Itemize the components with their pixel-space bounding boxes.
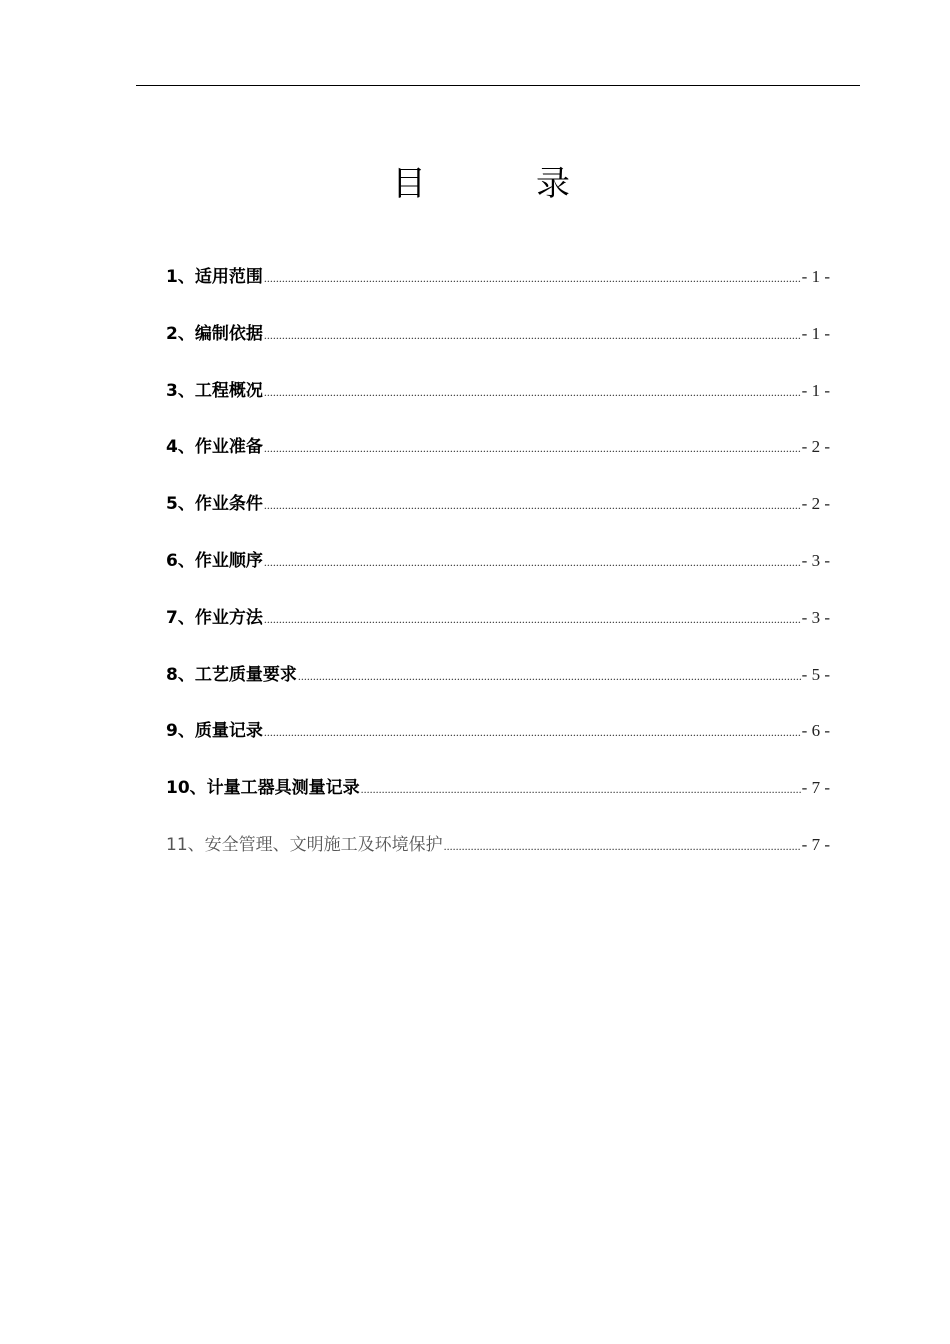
toc-entry-page: - 3 - [801, 550, 830, 570]
toc-entry[interactable] [166, 660, 830, 717]
toc-dot-leader [264, 717, 801, 747]
toc-entry-label: 6、作业顺序 [166, 550, 263, 571]
toc-entry-page: - 2 - [801, 437, 830, 457]
toc-dot-leader [444, 831, 801, 861]
toc-entry-label: 1、适用范围 [166, 267, 263, 287]
toc-entry[interactable] [166, 319, 830, 376]
toc-entry[interactable] [166, 546, 830, 603]
toc-dot-leader [264, 547, 801, 577]
toc-entry-page: - 6 - [801, 721, 830, 741]
toc-entry-page: - 1 - [801, 323, 830, 343]
toc-entry-label: 2、编制依据 [166, 323, 263, 344]
toc-entry-label: 10、计量工器具测量记录 [166, 778, 360, 799]
toc-entry-label: 8、工艺质量要求 [166, 664, 297, 685]
page-title: 目 录 [392, 164, 608, 204]
toc-dot-leader [264, 263, 801, 293]
toc-dot-leader [264, 433, 801, 463]
toc-entry[interactable] [166, 603, 830, 660]
toc-entry-label: 11、安全管理、文明施工及环境保护 [166, 834, 443, 855]
toc-entry-page: - 2 - [801, 494, 830, 514]
toc-entry-page: - 7 - [801, 778, 830, 798]
toc-entry-page: - 1 - [801, 380, 830, 400]
toc-entry[interactable] [166, 489, 830, 546]
toc-entry-page: - 5 - [801, 664, 830, 684]
toc-entry[interactable] [166, 830, 830, 887]
toc-dot-leader [361, 774, 801, 804]
toc-dot-leader [264, 377, 801, 407]
toc-entry-label: 9、质量记录 [166, 721, 263, 742]
toc-entry-label: 4、作业准备 [166, 437, 263, 458]
toc-entry-label: 3、工程概况 [166, 380, 263, 401]
toc-entry-page: - 7 - [801, 834, 830, 854]
toc-entry-page: - 3 - [801, 607, 830, 627]
toc-dot-leader [264, 604, 801, 634]
toc-dot-leader [264, 320, 801, 350]
toc-dot-leader [264, 490, 801, 520]
toc-entry[interactable] [166, 262, 830, 319]
toc-entry[interactable] [166, 716, 830, 773]
toc-entry-label: 7、作业方法 [166, 607, 263, 628]
toc-dot-leader [298, 661, 801, 691]
toc-entry-label: 5、作业条件 [166, 494, 263, 515]
toc-entry[interactable] [166, 773, 830, 830]
header-rule [136, 85, 860, 86]
toc-entry[interactable] [166, 376, 830, 433]
toc-entry[interactable] [166, 432, 830, 489]
toc-entry-page: - 1 - [801, 267, 830, 286]
table-of-contents [166, 262, 830, 887]
